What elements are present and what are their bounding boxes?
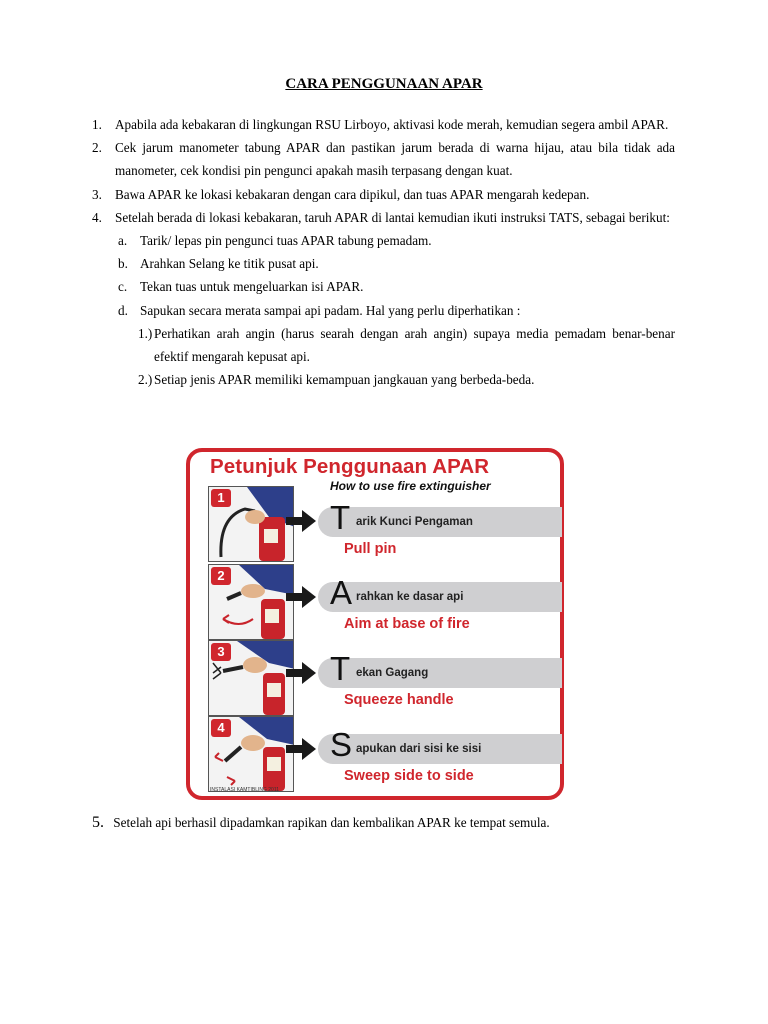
- step-number-badge: 2: [211, 567, 231, 585]
- step-item: [92, 206, 675, 229]
- step-illustration: [208, 564, 294, 640]
- step-number: 1.: [92, 117, 102, 132]
- instruction-en-text: Pull pin: [344, 541, 397, 557]
- instruction-pill: [318, 574, 562, 612]
- step-illustration: [208, 640, 294, 716]
- instruction-id-text: rahkan ke dasar api: [356, 591, 464, 603]
- step-text: Apabila ada kebakaran di lingkungan RSU Lirboyo, aktivasi kode merah, kemudian segera ambil APAR.: [115, 117, 669, 132]
- substep-text: Tekan tuas untuk mengeluarkan isi APAR.: [140, 279, 364, 295]
- step-number-badge: 3: [211, 643, 231, 661]
- instruction-pill: [318, 499, 562, 537]
- instruction-pill: [318, 726, 562, 764]
- initial-letter: T: [330, 499, 351, 536]
- substep-item: [92, 229, 675, 252]
- note-item: [92, 322, 675, 368]
- fire-extinguisher-poster: [186, 448, 564, 800]
- substep-item: [92, 299, 675, 322]
- instruction-en-text: Sweep side to side: [344, 768, 474, 784]
- note-item: [92, 368, 675, 391]
- step-item: [92, 136, 675, 182]
- step-item: [92, 113, 675, 136]
- step-number: 4.: [92, 209, 102, 225]
- step-illustration: [208, 716, 294, 792]
- poster-subtitle: How to use fire extinguisher: [330, 479, 491, 493]
- note-number: 1.): [138, 325, 153, 341]
- instruction-id-text: apukan dari sisi ke sisi: [356, 743, 482, 755]
- substep-text: Tarik/ lepas pin pengunci tuas APAR tabung pemadam.: [140, 233, 432, 249]
- substep-letter: b.: [118, 256, 128, 272]
- step-item: [92, 814, 550, 832]
- substep-letter: a.: [118, 233, 128, 249]
- substep-letter: d.: [118, 302, 128, 318]
- arrow-right-icon: [286, 738, 316, 760]
- instruction-list: [92, 113, 675, 391]
- instruction-id-text: ekan Gagang: [356, 667, 429, 679]
- note-number: 2.): [138, 372, 153, 388]
- instruction-pill: [318, 650, 562, 688]
- instruction-en-text: Aim at base of fire: [344, 616, 470, 632]
- step-illustration: [208, 486, 294, 562]
- substep-item: [92, 252, 675, 275]
- substep-text: Sapukan secara merata sampai api padam. Hal yang perlu diperhatikan :: [140, 302, 521, 318]
- poster-title: Petunjuk Penggunaan APAR: [210, 455, 490, 478]
- step-item: [92, 183, 675, 206]
- step-number: 5.: [92, 814, 104, 831]
- substep-item: [92, 275, 675, 298]
- step-number-badge: 4: [211, 719, 231, 737]
- step-text: Cek jarum manometer tabung APAR dan pastikan jarum berada di warna hijau, atau bila tidak ada manometer, cek kondisi pin pengunci apakah masih terpasang dengan kuat.: [115, 140, 675, 179]
- step-text: Setelah api berhasil dipadamkan rapikan dan kembalikan APAR ke tempat semula.: [113, 815, 550, 830]
- instruction-en-text: Squeeze handle: [344, 692, 454, 708]
- instruction-id-text: arik Kunci Pengaman: [356, 516, 473, 528]
- step-number-badge: 1: [211, 489, 231, 507]
- arrow-right-icon: [286, 662, 316, 684]
- poster-credit: INSTALASI KAMTIBLING 2011: [210, 787, 280, 793]
- page-title: CARA PENGGUNAAN APAR: [285, 76, 483, 92]
- arrow-right-icon: [286, 510, 316, 532]
- initial-letter: T: [330, 650, 351, 687]
- arrow-right-icon: [286, 586, 316, 608]
- initial-letter: A: [330, 574, 353, 611]
- note-text: Perhatikan arah angin (harus searah dengan arah angin) supaya media pemadam benar-benar efektif mengarah kepusat api.: [154, 325, 675, 365]
- step-text: Setelah berada di lokasi kebakaran, taruh APAR di lantai kemudian ikuti instruksi TATS, sebagai berikut:: [115, 209, 670, 225]
- substep-letter: c.: [118, 279, 128, 295]
- initial-letter: S: [330, 726, 353, 763]
- step-number: 3.: [92, 186, 102, 202]
- substep-text: Arahkan Selang ke titik pusat api.: [140, 256, 319, 272]
- step-number: 2.: [92, 140, 102, 156]
- step-text: Bawa APAR ke lokasi kebakaran dengan cara dipikul, dan tuas APAR mengarah kedepan.: [115, 186, 590, 202]
- note-text: Setiap jenis APAR memiliki kemampuan jangkauan yang berbeda-beda.: [154, 372, 535, 388]
